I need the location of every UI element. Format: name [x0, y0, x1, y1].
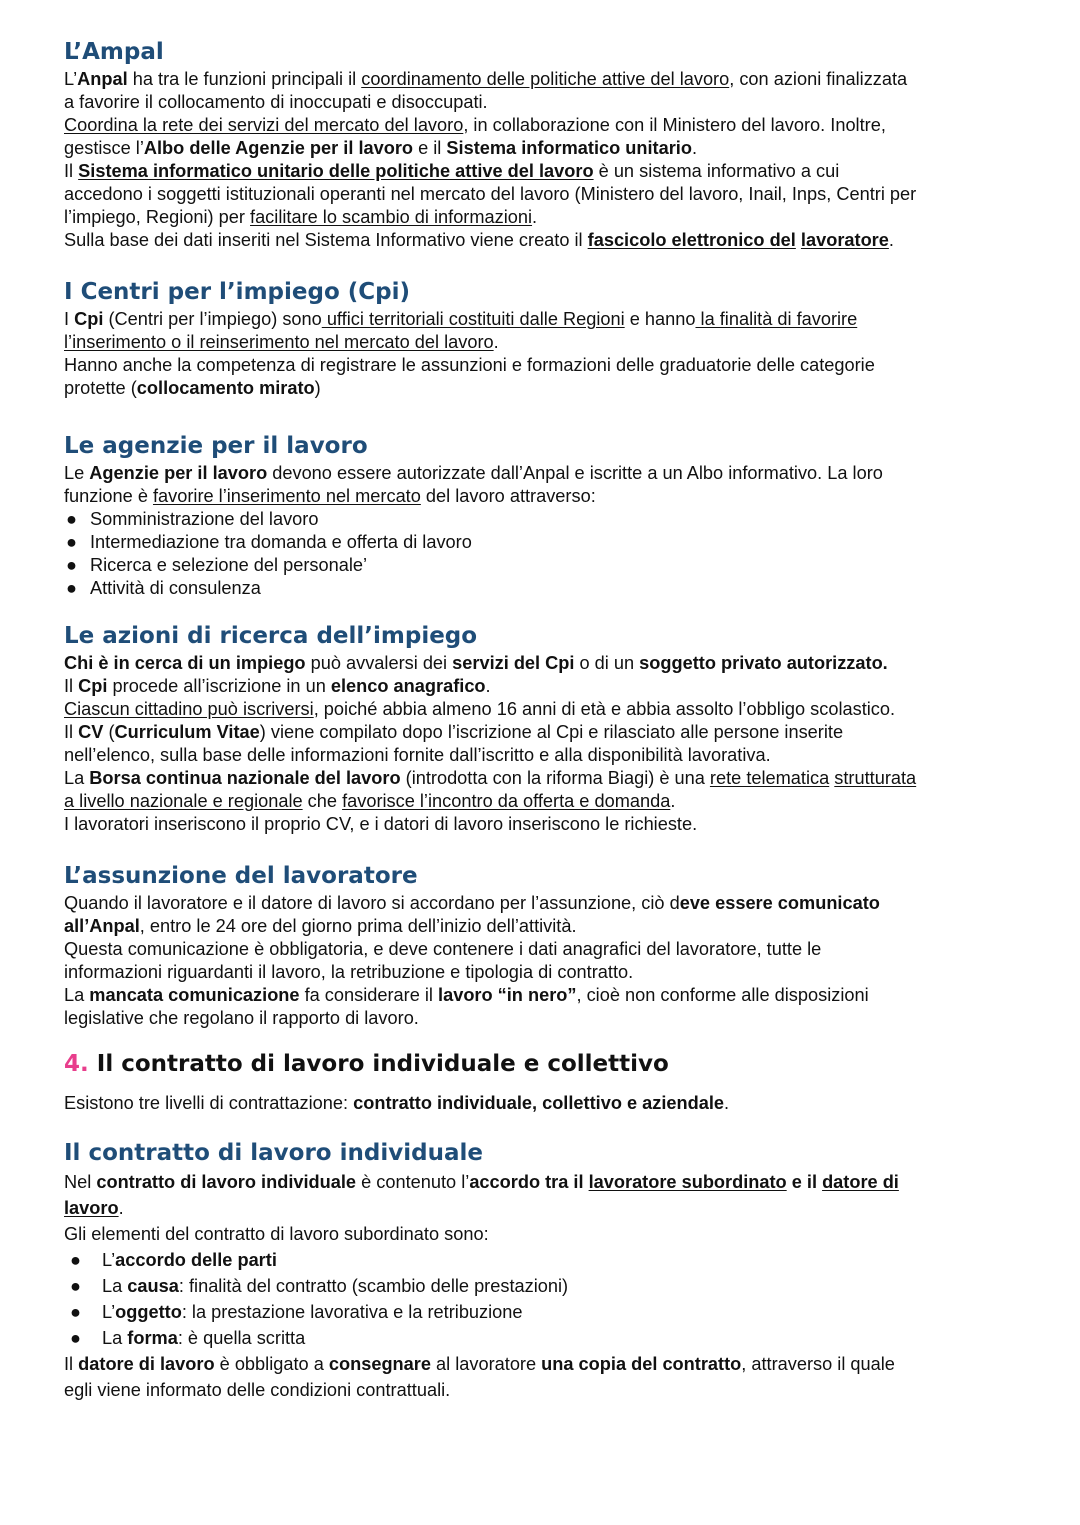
bold-text: accordo tra il: [469, 1172, 589, 1192]
bold-underlined-text: lavoro: [64, 1198, 119, 1218]
text: del lavoro attraverso:: [420, 486, 596, 506]
bold-text: Cpi: [74, 309, 104, 329]
bold-text: lavoro “in nero”: [438, 985, 577, 1005]
text: e il: [413, 138, 447, 158]
underlined-text: l’inserimento o il reinserimento nel mercato del lavoro: [64, 332, 494, 352]
underlined-text: facilitare lo scambio di informazioni: [250, 207, 533, 227]
text: che: [302, 791, 343, 811]
paragraph-line: [64, 160, 1024, 183]
text: La: [64, 768, 90, 788]
bold-text: collocamento mirato: [136, 378, 315, 398]
section-ricerca: [64, 620, 1024, 836]
bold-text: mancata comunicazione: [89, 985, 300, 1005]
list-item-text: Intermediazione tra domanda e offerta di lavoro: [90, 532, 472, 552]
underlined-text: a livello nazionale e regionale: [64, 791, 303, 811]
text: , entro le 24 ore del giorno prima dell’inizio dell’attività.: [139, 916, 577, 936]
paragraph-line: I lavoratori inseriscono il proprio CV, e i datori di lavoro inseriscono le richieste.: [64, 814, 698, 834]
bullet-list: [64, 1247, 1024, 1351]
paragraph-line: [64, 114, 1024, 137]
text: ): [314, 378, 321, 398]
heading-assunzione: L’assunzione del lavoratore: [64, 863, 418, 889]
bold-text: Borsa continua nazionale del lavoro: [89, 768, 401, 788]
paragraph-line: [64, 331, 1024, 354]
underlined-text: Coordina la rete dei servizi del mercato del lavoro: [64, 115, 464, 135]
section-assunzione: [64, 860, 1024, 1030]
paragraph-line: accedono i soggetti istituzionali operanti nel mercato del lavoro (Ministero del lavoro, Inail, Inps, Centri per: [64, 184, 917, 204]
heading-individuale: Il contratto di lavoro individuale: [64, 1140, 483, 1166]
bullet-icon: ●: [70, 1302, 81, 1322]
underlined-text: favorire l’inserimento nel mercato: [152, 486, 421, 506]
bold-text: oggetto: [115, 1302, 182, 1322]
heading-agenzie: Le agenzie per il lavoro: [64, 433, 368, 459]
text: ) viene compilato dopo l’iscrizione al Cpi e rilasciato alle persone inserite: [259, 722, 844, 742]
text: protette (: [64, 378, 137, 398]
text: .: [691, 138, 698, 158]
text: o di un: [574, 653, 640, 673]
paragraph-line: [64, 1351, 1024, 1377]
text: procede all’iscrizione in un: [107, 676, 331, 696]
bold-text: eve essere comunicato: [679, 893, 880, 913]
list-item: [64, 1273, 1024, 1299]
text: La: [64, 985, 90, 1005]
text: (: [103, 722, 115, 742]
text: L’: [102, 1302, 116, 1322]
text: Esistono tre livelli di contrattazione:: [64, 1093, 354, 1113]
bullet-icon: ●: [66, 509, 77, 529]
bullet-icon: ●: [70, 1250, 81, 1270]
text: , cioè non conforme alle disposizioni: [576, 985, 869, 1005]
section-individuale: [64, 1137, 1024, 1403]
bold-text: soggetto privato autorizzato.: [639, 653, 888, 673]
text: , attraverso il quale: [741, 1354, 895, 1374]
text: La: [102, 1276, 128, 1296]
bold-text: contratto individuale, collettivo e aziendale: [353, 1093, 725, 1113]
heading-anpal: L’Ampal: [64, 39, 164, 65]
text: devono essere autorizzate dall’Anpal e iscritte a un Albo informativo. La loro: [267, 463, 883, 483]
bullet-icon: ●: [66, 578, 77, 598]
text: .: [888, 230, 894, 250]
underlined-text: Ciascun cittadino può iscriversi: [64, 699, 314, 719]
bold-text: CV: [78, 722, 104, 742]
bold-text: Anpal: [77, 69, 128, 89]
paragraph-line: [64, 485, 1024, 508]
list-item-text: Attività di consulenza: [90, 578, 261, 598]
paragraph-line: a favorire il collocamento di inoccupati e disoccupati.: [64, 92, 488, 112]
bold-text: e il: [786, 1172, 823, 1192]
text: Quando il lavoratore e il datore di lavoro si accordano per l’assunzione, ciò d: [64, 893, 680, 913]
paragraph-line: [64, 721, 1024, 744]
text: , con azioni finalizzata: [729, 69, 908, 89]
text: Il: [64, 722, 79, 742]
text: funzione è: [64, 486, 153, 506]
text: .: [532, 207, 538, 227]
bullet-icon: ●: [66, 555, 77, 575]
bold-text: consegnare: [328, 1354, 431, 1374]
text: è obbligato a: [214, 1354, 329, 1374]
text: Il: [64, 676, 79, 696]
list-item: [64, 1325, 1024, 1351]
bold-text: all’Anpal: [64, 916, 140, 936]
section-contratto: [64, 1048, 1024, 1115]
text: .: [118, 1198, 124, 1218]
paragraph-line: [64, 675, 1024, 698]
paragraph-line: [64, 1195, 1024, 1221]
text: Sulla base dei dati inseriti nel Sistema Informativo viene creato il: [64, 230, 588, 250]
text: è un sistema informativo a cui: [593, 161, 840, 181]
list-item: [64, 508, 1024, 531]
list-item-text: Ricerca e selezione del personale’: [90, 555, 368, 575]
text: .: [670, 791, 676, 811]
list-item: [64, 1299, 1024, 1325]
bold-text: Agenzie per il lavoro: [89, 463, 268, 483]
paragraph-line: Gli elementi del contratto di lavoro subordinato sono:: [64, 1224, 489, 1244]
list-item: [64, 1247, 1024, 1273]
text: (introdotta con la riforma Biagi) è una: [400, 768, 710, 788]
heading-ricerca: Le azioni di ricerca dell’impiego: [64, 623, 478, 649]
underlined-text: la finalità di favorire: [695, 309, 858, 329]
underlined-text: favorisce l’incontro da offerta e domanda: [342, 791, 671, 811]
list-item: [64, 577, 1024, 600]
underlined-text: coordinamento delle politiche attive del lavoro: [361, 69, 730, 89]
bold-text: accordo delle parti: [115, 1250, 277, 1270]
text: : finalità del contratto (scambio delle prestazioni): [178, 1276, 569, 1296]
section-number: 4.: [64, 1051, 89, 1077]
bold-text: contratto di lavoro individuale: [96, 1172, 357, 1192]
bullet-icon: ●: [70, 1328, 81, 1348]
list-item: [64, 531, 1024, 554]
text: ha tra le funzioni principali il: [127, 69, 362, 89]
paragraph-line: [64, 137, 1024, 160]
underlined-text: rete telematica: [709, 768, 830, 788]
text: fa considerare il: [299, 985, 439, 1005]
bold-text: servizi del Cpi: [452, 653, 575, 673]
text: Il: [64, 1354, 79, 1374]
text: è contenuto l’: [356, 1172, 470, 1192]
bold-underlined-text: lavoratore: [800, 230, 889, 250]
paragraph-line: [64, 767, 1024, 790]
bold-underlined-text: Sistema informatico unitario delle politiche attive del lavoro: [78, 161, 594, 181]
heading-text: Il contratto di lavoro individuale e collettivo: [88, 1051, 669, 1077]
paragraph-line: [64, 1169, 1024, 1195]
bold-underlined-text: fascicolo elettronico del: [587, 230, 796, 250]
paragraph-line: legislative che regolano il rapporto di lavoro.: [64, 1008, 419, 1028]
paragraph-line: [64, 229, 1024, 252]
paragraph-line: [64, 915, 1024, 938]
bold-text: elenco anagrafico: [330, 676, 486, 696]
bold-text: Cpi: [78, 676, 108, 696]
text: L’: [64, 69, 78, 89]
paragraph-line: informazioni riguardanti il lavoro, la retribuzione e tipologia di contratto.: [64, 962, 634, 982]
text: al lavoratore: [430, 1354, 542, 1374]
paragraph-line: [64, 698, 1024, 721]
text: e hanno: [624, 309, 696, 329]
bold-text: Sistema informatico unitario: [446, 138, 692, 158]
text: La: [102, 1328, 128, 1348]
paragraph-line: [64, 68, 1024, 91]
paragraph-line: Hanno anche la competenza di registrare le assunzioni e formazioni delle graduatorie delle categorie: [64, 355, 875, 375]
individuale-body: [64, 1169, 1024, 1403]
document-page: [64, 36, 1024, 1403]
paragraph-line: Questa comunicazione è obbligatoria, e deve contenere i dati anagrafici del lavoratore, tutte le: [64, 939, 822, 959]
paragraph-line: [64, 377, 1024, 400]
bold-text: una copia del contratto: [541, 1354, 742, 1374]
section-agenzie: [64, 430, 1024, 600]
paragraph-line: [64, 1092, 1024, 1115]
paragraph-line: [64, 462, 1024, 485]
paragraph-line: [64, 984, 1024, 1007]
section-cpi: [64, 276, 1024, 400]
list-item-text: Somministrazione del lavoro: [90, 509, 319, 529]
paragraph-line: egli viene informato delle condizioni contrattuali.: [64, 1380, 451, 1400]
paragraph-line: [64, 790, 1024, 813]
paragraph-line: nell’elenco, sulla base delle informazioni fornite dall’iscritto e alla disponibilità lavorativa.: [64, 745, 771, 765]
text: .: [724, 1093, 730, 1113]
paragraph-line: [64, 652, 1024, 675]
text: , in collaborazione con il Ministero del lavoro. Inoltre,: [463, 115, 886, 135]
text: Nel: [64, 1172, 97, 1192]
text: L’: [102, 1250, 116, 1270]
paragraph-line: [64, 206, 1024, 229]
text: .: [493, 332, 499, 352]
text: Il: [64, 161, 79, 181]
text: può avvalersi dei: [305, 653, 453, 673]
text: .: [485, 676, 491, 696]
bold-text: Chi è in cerca di un impiego: [64, 653, 306, 673]
bold-text: forma: [127, 1328, 178, 1348]
list-item: [64, 554, 1024, 577]
text: Le: [64, 463, 90, 483]
bold-text: causa: [127, 1276, 179, 1296]
heading-cpi: I Centri per l’impiego (Cpi): [64, 279, 410, 305]
text: : la prestazione lavorativa e la retribuzione: [181, 1302, 523, 1322]
bold-text: Albo delle Agenzie per il lavoro: [143, 138, 414, 158]
text: gestisce l’: [64, 138, 144, 158]
bold-underlined-text: datore di: [822, 1172, 899, 1192]
underlined-text: uffici territoriali costituiti dalle Regioni: [321, 309, 625, 329]
heading-contratto: [64, 1048, 1024, 1080]
text: l’impiego, Regioni) per: [64, 207, 251, 227]
bold-text: datore di lavoro: [78, 1354, 215, 1374]
text: , poiché abbia almeno 16 anni di età e abbia assolto l’obbligo scolastico.: [313, 699, 896, 719]
text: : è quella scritta: [177, 1328, 306, 1348]
text: (Centri per l’impiego) sono: [103, 309, 322, 329]
section-anpal: [64, 36, 1024, 252]
paragraph-line: [64, 892, 1024, 915]
bullet-icon: ●: [66, 532, 77, 552]
bullet-icon: ●: [70, 1276, 81, 1296]
paragraph-line: [64, 308, 1024, 331]
underlined-text: strutturata: [834, 768, 917, 788]
text: I: [64, 309, 75, 329]
bullet-list: [64, 508, 1024, 600]
bold-underlined-text: lavoratore subordinato: [588, 1172, 787, 1192]
bold-text: Curriculum Vitae: [114, 722, 260, 742]
